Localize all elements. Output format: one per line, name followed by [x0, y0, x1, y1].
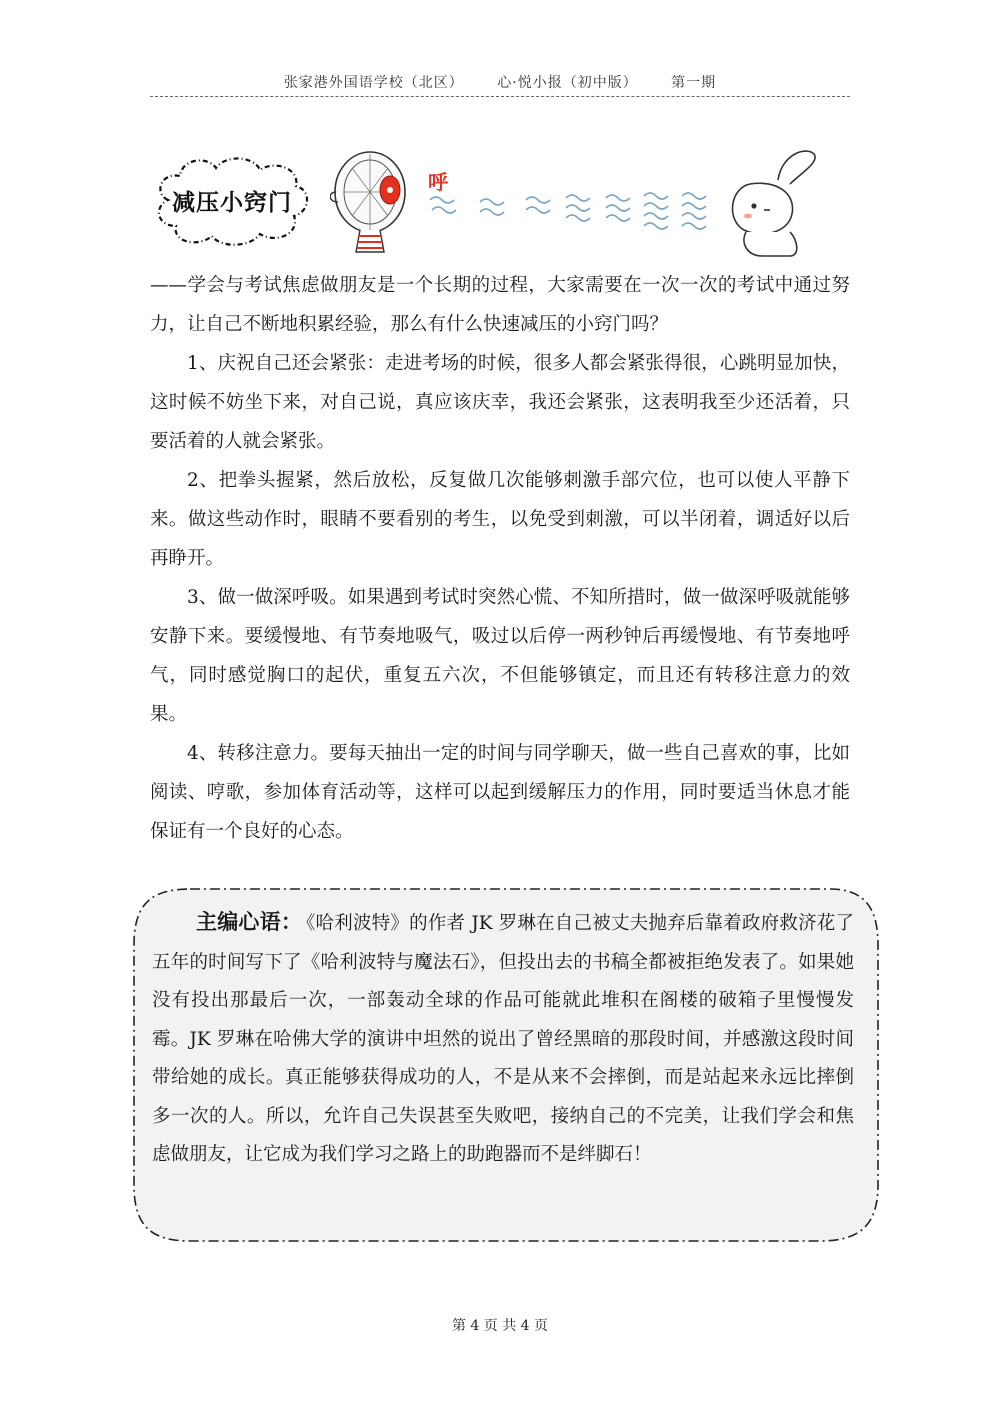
issue-number: 第一期	[671, 75, 717, 91]
rabbit-icon	[733, 151, 816, 256]
editor-note	[152, 903, 854, 1175]
article-body	[150, 266, 850, 851]
sound-word: 呼	[428, 170, 448, 194]
tip-item: 3、做一做深呼吸。如果遇到考试时突然心慌、不知所措时，做一做深呼吸就能够安静下来。要缓慢地、有节奏地吸气，吸过以后停一两秒钟后再缓慢地、有节奏地呼气，同时感觉胸口的起伏，重复五六次，不但能够镇定，而且还有转移注意力的效果。	[150, 587, 850, 725]
editor-text: 《哈利波特》的作者 JK 罗琳在自己被丈夫抛弃后靠着政府救济花了五年的时间写下了《哈利波特与魔法石》，但投出去的书稿全都被拒绝发表了。如果她没有投出那最后一次，一部轰动全球的作品可能就此堆积在阁楼的破箱子里慢慢发霉。JK 罗琳在哈佛大学的演讲中坦然的说出了曾经黑暗的那段时间，并感激这段时间带给她的成长。真正能够获得成功的人，不是从来不会摔倒，而是站起来永远比摔倒多一次的人。所以，允许自己失误甚至失败吧，接纳自己的不完美，让我们学会和焦虑做朋友，让它成为我们学习之路上的助跑器而不是绊脚石！	[152, 913, 854, 1165]
paper-name: 心·悦小报（初中版）	[497, 75, 638, 91]
editor-label: 主编心语：	[196, 910, 303, 934]
school-name: 张家港外国语学校（北区）	[283, 75, 464, 91]
header-divider	[150, 96, 850, 97]
wind-wave-icon	[430, 193, 706, 229]
page-header	[150, 72, 850, 94]
section-title-cloud	[150, 150, 315, 250]
section-title: 减压小窍门	[172, 190, 292, 216]
article-intro: ——学会与考试焦虑做朋友是一个长期的过程，大家需要在一次一次的考试中通过努力，让自己不断地积累经验，那么有什么快速减压的小窍门吗？	[150, 275, 850, 335]
tip-item: 2、把拳头握紧，然后放松，反复做几次能够刺激手部穴位，也可以使人平静下来。做这些动作时，眼睛不要看别的考生，以免受到刺激，可以半闭着，调适好以后再睁开。	[150, 470, 850, 569]
illustration	[330, 140, 820, 265]
tip-item: 1、庆祝自己还会紧张：走进考场的时候，很多人都会紧张得很，心跳明显加快，这时候不妨坐下来，对自己说，真应该庆幸，我还会紧张，这表明我至少还活着，只要活着的人就会紧张。	[150, 353, 850, 452]
editor-note-box	[130, 885, 882, 1245]
page-number: 第 4 页 共 4 页	[451, 1318, 549, 1334]
fan-blowing-rabbit-icon	[330, 140, 820, 265]
tip-item: 4、转移注意力。要每天抽出一定的时间与同学聊天，做一些自己喜欢的事，比如阅读、哼歌，参加体育活动等，这样可以起到缓解压力的作用，同时要适当休息才能保证有一个良好的心态。	[150, 743, 850, 842]
fan-icon	[330, 152, 405, 252]
